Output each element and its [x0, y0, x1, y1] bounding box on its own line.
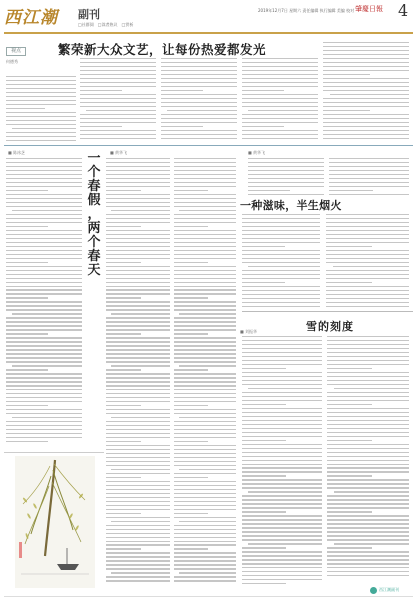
masthead-logo: 西江潮	[4, 8, 58, 28]
smoke-body-top-b	[329, 158, 409, 198]
headline-body-col-3	[161, 58, 237, 142]
footer-badge	[370, 585, 408, 595]
headline-body-col-1	[6, 76, 76, 144]
snow-body-col-2	[327, 336, 409, 579]
spring-body-col-1	[6, 158, 82, 445]
title-char: ，	[87, 207, 101, 222]
article-author: 何德秀	[6, 59, 18, 64]
headline-body-col-5	[323, 42, 409, 142]
title-char: 天	[87, 263, 101, 278]
page-number: 4	[398, 1, 409, 20]
badge-icon	[370, 587, 377, 594]
dateline: 2019年12月7日 星期六 责任编辑 执行编辑 美编 校对	[258, 8, 355, 13]
headline-body-col-4	[242, 58, 318, 142]
title-char: 春	[87, 179, 101, 194]
badge-label: 西江潮副刊	[379, 587, 399, 592]
willow-boat-painting	[15, 456, 95, 588]
snow-body-col-1	[242, 336, 322, 587]
section-tag: 视点	[6, 47, 26, 56]
ink-painting-illustration	[15, 456, 95, 588]
headline-body-col-2	[80, 58, 156, 142]
spring-body-col-2	[106, 158, 170, 584]
smoke-body-col-1	[242, 214, 320, 310]
smoke-body-top-a	[248, 158, 324, 198]
title-char: 一	[87, 151, 101, 166]
masthead-subline	[78, 22, 133, 28]
spring-body-col-3	[174, 158, 236, 584]
smoke-body-col-2	[326, 214, 409, 310]
spring-vertical-title	[86, 152, 102, 278]
masthead-rule	[4, 32, 413, 34]
title-char: 假	[87, 193, 101, 208]
article-author: ■ 刘振华	[240, 329, 258, 334]
snow-title: 雪的刻度	[306, 320, 354, 333]
title-char: 个	[87, 235, 101, 250]
title-char: 两	[87, 221, 101, 236]
newspaper-brand: 肇慶日報	[355, 5, 383, 13]
headline-title: 繁荣新大众文艺，让每份热爱都发光	[58, 42, 267, 57]
title-char: 个	[87, 165, 101, 180]
section-divider	[4, 145, 413, 146]
title-char: 春	[87, 249, 101, 264]
smoke-title: 一种滋味，半生烟火	[240, 199, 342, 212]
bottom-rule	[4, 596, 413, 597]
supplement-label: 副刊	[78, 8, 100, 21]
subline-item: □读者热议	[97, 22, 118, 27]
masthead	[0, 0, 417, 34]
article-author: ■ 黄华飞	[248, 150, 266, 155]
subline-item: □赏析	[121, 22, 134, 27]
article-author: ■ 黄华飞	[110, 150, 128, 155]
section-divider	[242, 311, 413, 312]
article-tag: ■ 陈冰芝	[8, 150, 26, 155]
section-divider	[4, 452, 104, 453]
subline-item: □社群阅	[78, 22, 94, 27]
